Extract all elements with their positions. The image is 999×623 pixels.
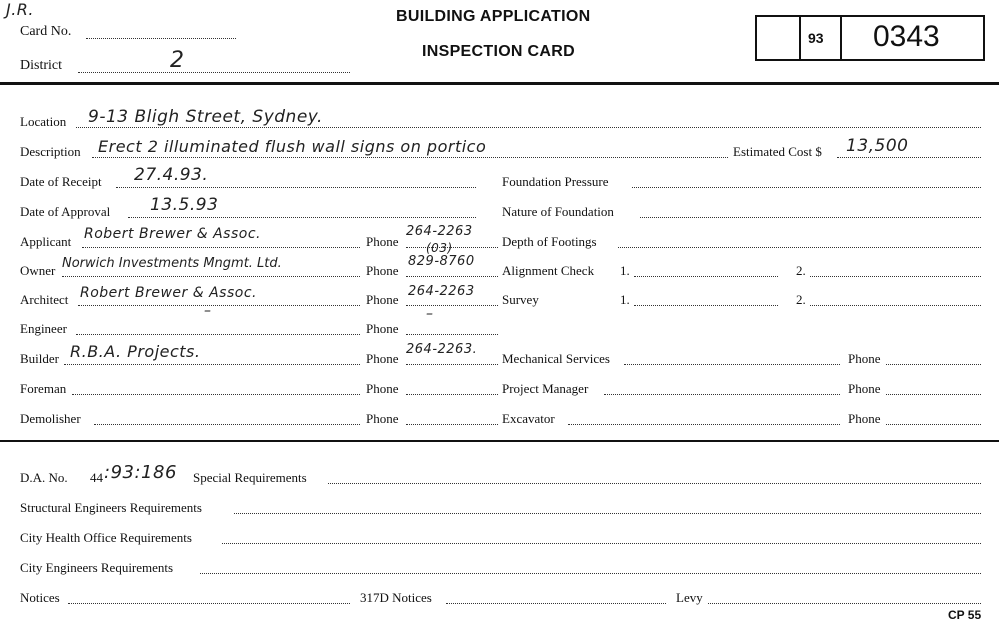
owner-phone-label: Phone: [366, 263, 399, 278]
form-code: CP 55: [948, 608, 982, 622]
alignment-check-num1: 1.: [620, 263, 630, 278]
card-no-label: Card No.: [20, 24, 72, 39]
foundation-pressure-field[interactable]: [632, 187, 981, 188]
levy-field[interactable]: [708, 603, 981, 604]
special-requirements-field[interactable]: [328, 483, 981, 484]
notices-label: Notices: [20, 590, 60, 605]
architect-phone-label: Phone: [366, 292, 399, 307]
survey-field-1[interactable]: [634, 305, 778, 306]
health-requirements-label: City Health Office Requirements: [20, 530, 192, 545]
description-field[interactable]: [92, 157, 728, 158]
city-engineers-requirements-label: City Engineers Requirements: [20, 560, 174, 575]
survey-label: Survey: [502, 292, 539, 307]
builder-value: R.B.A. Projects.: [70, 342, 201, 361]
form-title-line2: INSPECTION CARD: [422, 43, 575, 60]
architect-value: Robert Brewer & Assoc.: [80, 285, 257, 301]
date-approval-value: 13.5.93: [150, 195, 219, 215]
engineer-phone-field[interactable]: [406, 334, 498, 335]
owner-field[interactable]: [62, 276, 360, 277]
foreman-phone-field[interactable]: [406, 394, 498, 395]
nature-foundation-field[interactable]: [640, 217, 981, 218]
engineer-label: Engineer: [20, 321, 67, 336]
city-engineers-requirements-field[interactable]: [200, 573, 981, 574]
initials: J.R.: [6, 0, 35, 19]
depth-footings-label: Depth of Footings: [502, 234, 597, 249]
location-field[interactable]: [76, 127, 981, 128]
location-label: Location: [20, 114, 67, 129]
alignment-check-num2: 2.: [796, 263, 806, 278]
date-receipt-label: Date of Receipt: [20, 174, 102, 189]
applicant-field[interactable]: [82, 247, 360, 248]
builder-phone-label: Phone: [366, 351, 399, 366]
estimated-cost-value: 13,500: [846, 136, 909, 156]
project-manager-label: Project Manager: [502, 381, 589, 396]
applicant-value: Robert Brewer & Assoc.: [84, 226, 261, 242]
architect-field[interactable]: [78, 305, 360, 306]
owner-value: Norwich Investments Mngmt. Ltd.: [62, 256, 282, 271]
estimated-cost-field[interactable]: [837, 157, 981, 158]
estimated-cost-label: Estimated Cost $: [733, 144, 822, 159]
excavator-field[interactable]: [568, 424, 840, 425]
depth-footings-field[interactable]: [618, 247, 981, 248]
special-requirements-label: Special Requirements: [193, 470, 307, 485]
da-no-prefix: 44: [90, 470, 103, 485]
date-approval-field[interactable]: [128, 217, 476, 218]
mechanical-services-label: Mechanical Services: [502, 351, 610, 366]
foreman-label: Foreman: [20, 381, 67, 396]
section-rule: [0, 440, 999, 442]
alignment-check-label: Alignment Check: [502, 263, 595, 278]
health-requirements-field[interactable]: [222, 543, 981, 544]
structural-requirements-field[interactable]: [234, 513, 981, 514]
foreman-phone-label: Phone: [366, 381, 399, 396]
demolisher-phone-label: Phone: [366, 411, 399, 426]
description-value: Erect 2 illuminated flush wall signs on portico: [98, 137, 487, 156]
date-receipt-value: 27.4.93.: [134, 165, 209, 185]
survey-field-2[interactable]: [810, 305, 981, 306]
architect-phone-field[interactable]: [406, 305, 498, 306]
builder-label: Builder: [20, 351, 59, 366]
da-no-value: :93:186: [104, 462, 177, 483]
location-value: 9-13 Bligh Street, Sydney.: [88, 107, 323, 127]
project-manager-phone-field[interactable]: [886, 394, 981, 395]
engineer-phone-label: Phone: [366, 321, 399, 336]
alignment-check-field-1[interactable]: [634, 276, 778, 277]
owner-phone-field[interactable]: [406, 276, 498, 277]
card-year: 93: [808, 30, 824, 46]
owner-phone-value: 829-8760: [408, 254, 475, 269]
excavator-label: Excavator: [502, 411, 555, 426]
nature-foundation-label: Nature of Foundation: [502, 204, 614, 219]
foundation-pressure-label: Foundation Pressure: [502, 174, 609, 189]
notices-field[interactable]: [68, 603, 350, 604]
mechanical-phone-field[interactable]: [886, 364, 981, 365]
applicant-phone-label: Phone: [366, 234, 399, 249]
project-manager-phone-label: Phone: [848, 381, 881, 396]
engineer-phone-value: –: [426, 306, 434, 322]
card-box-divider-2: [840, 17, 842, 59]
project-manager-field[interactable]: [604, 394, 840, 395]
card-number-box: [755, 15, 985, 61]
card-number: 0343: [873, 20, 940, 53]
foreman-field[interactable]: [72, 394, 360, 395]
district-label: District: [20, 58, 62, 73]
engineer-field[interactable]: [76, 334, 360, 335]
engineer-value: –: [204, 303, 212, 319]
alignment-check-field-2[interactable]: [810, 276, 981, 277]
applicant-label: Applicant: [20, 234, 72, 249]
levy-label: Levy: [676, 590, 703, 605]
header-rule: [0, 82, 999, 85]
owner-label: Owner: [20, 263, 56, 278]
da-no-label: D.A. No.: [20, 470, 68, 485]
date-receipt-field[interactable]: [116, 187, 476, 188]
mechanical-services-field[interactable]: [624, 364, 840, 365]
excavator-phone-field[interactable]: [886, 424, 981, 425]
district-value: 2: [170, 48, 185, 73]
notices-317d-label: 317D Notices: [360, 590, 432, 605]
card-no-field[interactable]: [86, 38, 236, 39]
card-box-divider-1: [799, 17, 801, 59]
demolisher-field[interactable]: [94, 424, 360, 425]
builder-phone-value: 264-2263.: [406, 342, 478, 357]
survey-num1: 1.: [620, 292, 630, 307]
demolisher-label: Demolisher: [20, 411, 81, 426]
architect-label: Architect: [20, 292, 69, 307]
district-field[interactable]: [78, 72, 350, 73]
mechanical-phone-label: Phone: [848, 351, 881, 366]
architect-phone-value: 264-2263: [408, 284, 475, 299]
applicant-phone-value: 264-2263: [406, 224, 473, 239]
excavator-phone-label: Phone: [848, 411, 881, 426]
demolisher-phone-field[interactable]: [406, 424, 498, 425]
survey-num2: 2.: [796, 292, 806, 307]
builder-phone-field[interactable]: [406, 364, 498, 365]
notices-317d-field[interactable]: [446, 603, 666, 604]
structural-requirements-label: Structural Engineers Requirements: [20, 500, 202, 515]
owner-phone-area: (03): [426, 241, 453, 255]
date-approval-label: Date of Approval: [20, 204, 111, 219]
builder-field[interactable]: [64, 364, 360, 365]
form-title-line1: BUILDING APPLICATION: [396, 8, 591, 25]
description-label: Description: [20, 144, 81, 159]
